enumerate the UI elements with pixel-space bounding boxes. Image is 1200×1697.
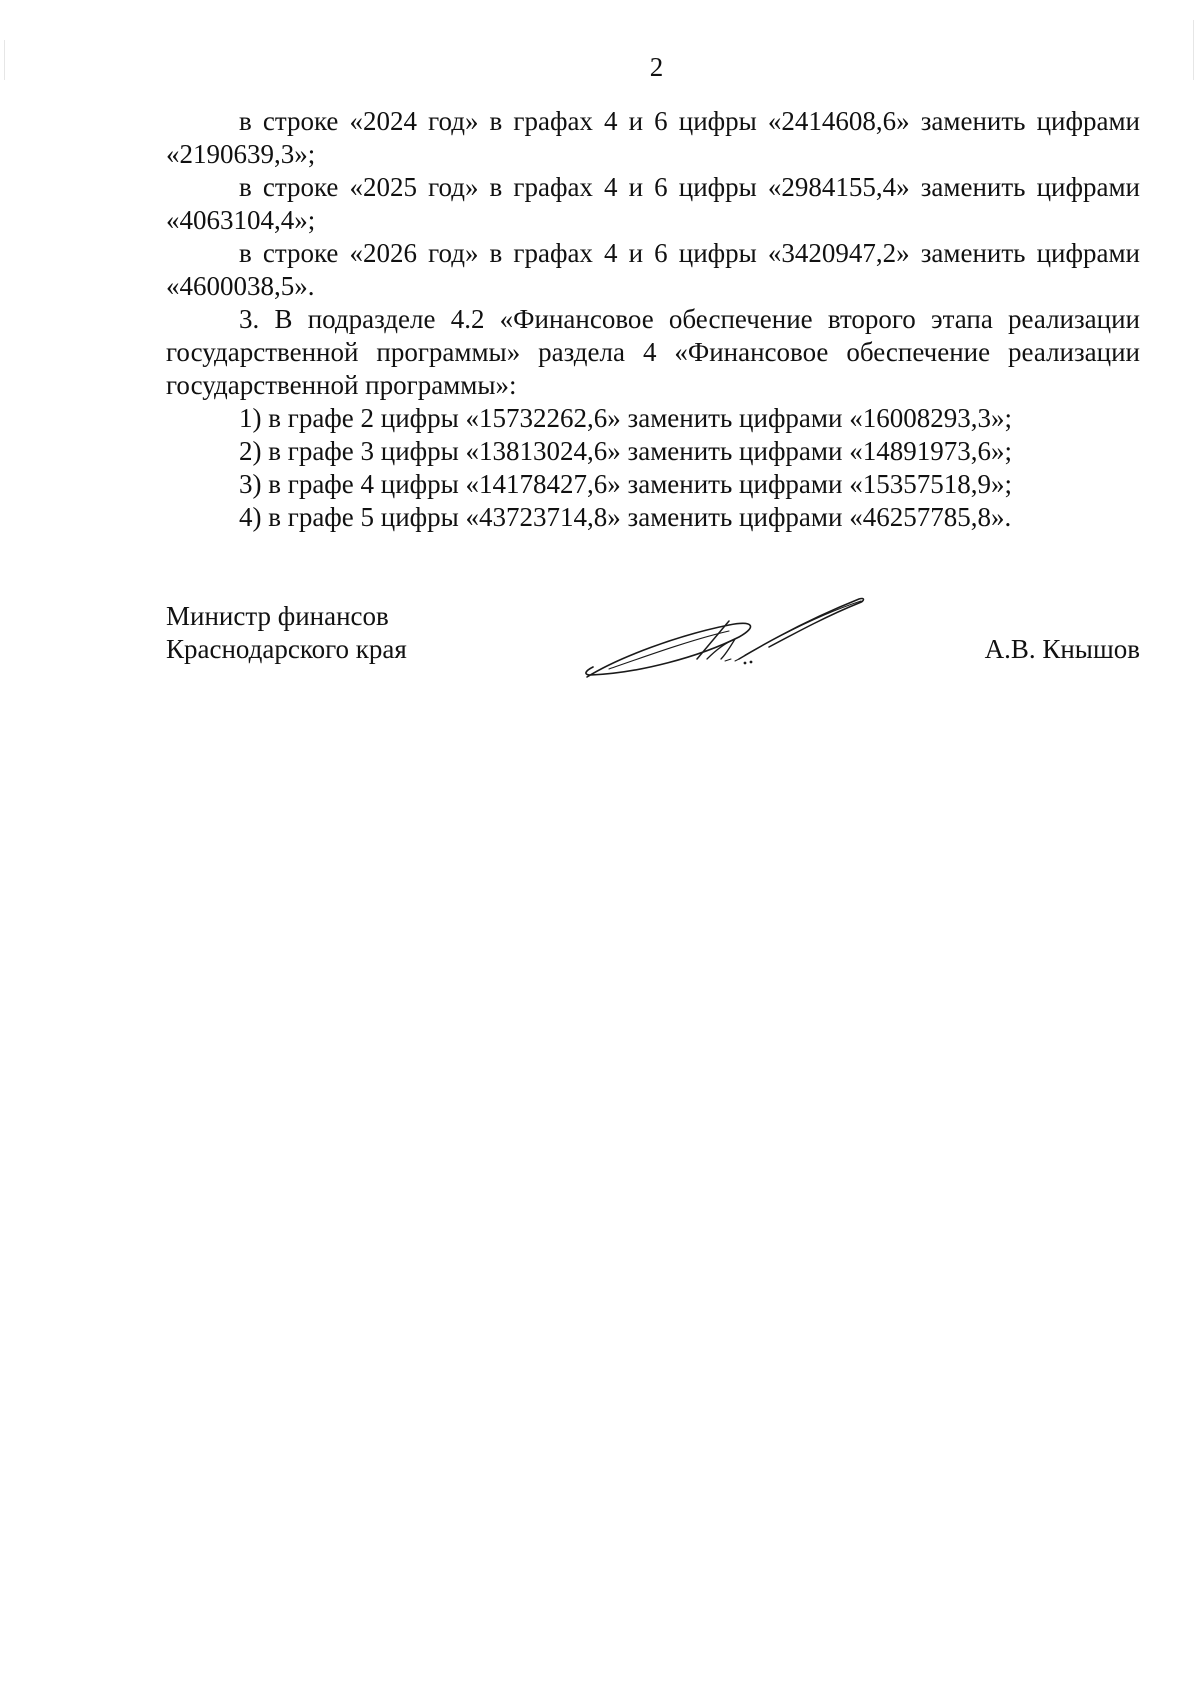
signer-position — [166, 600, 407, 666]
paragraph-section-4-2: 3. В подразделе 4.2 «Финансовое обеспечение второго этапа реализации государственной программы» раздела 4 «Финансовое обеспечение реализации государственной программы»: — [166, 304, 1140, 400]
list-item-column-4: 3) в графе 4 цифры «14178427,6» заменить цифрами «15357518,9»; — [239, 469, 1012, 499]
signature-block — [166, 600, 1140, 680]
list-item-column-2: 1) в графе 2 цифры «15732262,6» заменить цифрами «16008293,3»; — [239, 403, 1012, 433]
list-item-column-5: 4) в графе 5 цифры «43723714,8» заменить цифрами «46257785,8». — [239, 502, 1012, 532]
signer-position-line-1: Министр финансов — [166, 601, 389, 631]
page-number: 2 — [649, 52, 664, 82]
signer-name: А.В. Кнышов — [984, 634, 1140, 664]
paragraph-2026: в строке «2026 год» в графах 4 и 6 цифры «3420947,2» заменить цифрами «4600038,5». — [166, 238, 1140, 301]
handwritten-signature-icon — [579, 595, 889, 685]
signer-position-line-2: Краснодарского края — [166, 634, 407, 664]
scan-edge-mark — [4, 40, 5, 80]
paragraph-2024: в строке «2024 год» в графах 4 и 6 цифры «2414608,6» заменить цифрами «2190639,3»; — [166, 106, 1140, 169]
list-item-column-3: 2) в графе 3 цифры «13813024,6» заменить цифрами «14891973,6»; — [239, 436, 1012, 466]
document-body — [166, 105, 1140, 534]
scan-edge-mark — [1193, 20, 1194, 80]
paragraph-2025: в строке «2025 год» в графах 4 и 6 цифры «2984155,4» заменить цифрами «4063104,4»; — [166, 172, 1140, 235]
